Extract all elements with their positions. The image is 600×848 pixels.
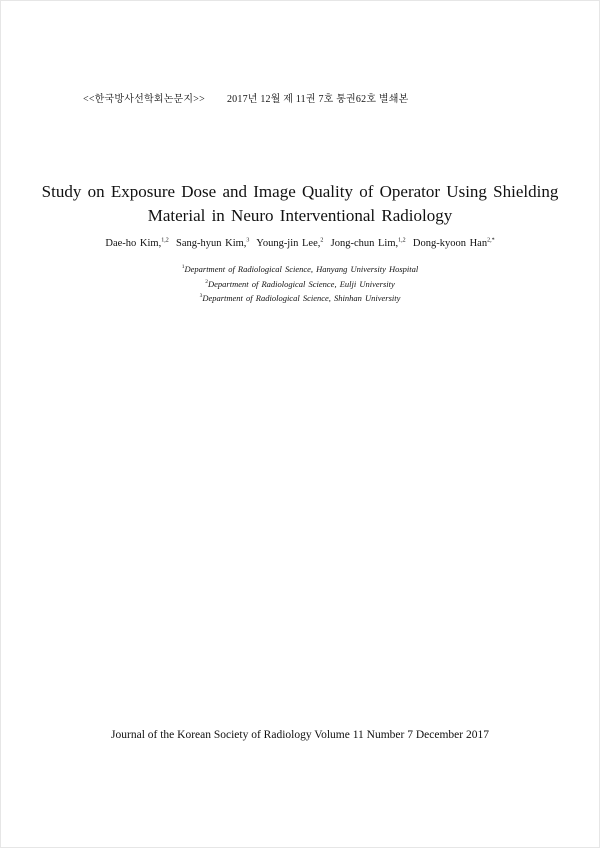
title-line-2: Material in Neuro Interventional Radiology [147, 206, 453, 225]
author: Jong-chun Lim,$^{1,2}$ [330, 237, 406, 249]
journal-footer: Journal of the Korean Society of Radiology Volume 11 Number 7 December 2017 [111, 729, 489, 741]
issue-info: 2017년 12월 제 11권 7호 통권62호 별쇄본 [226, 94, 409, 105]
affiliation: $^2$Department of Radiological Science, Eulji University [205, 278, 395, 289]
author-list [40, 238, 560, 249]
affiliation: $^3$Department of Radiological Science, Shinhan University [199, 293, 401, 303]
author: Sang-hyun Kim,$^3$ [175, 237, 250, 249]
author: Dong-kyoon Han$^{2,*}$ [412, 237, 495, 249]
journal-korean-name: <<한국방사선학회논문지>> [83, 94, 205, 105]
affiliation: $^1$Department of Radiological Science, Hanyang University Hospital [181, 264, 419, 274]
title-line-1: Study on Exposure Dose and Image Quality of Operator Using Shielding [41, 182, 559, 201]
affiliation-list [40, 262, 560, 306]
author: Dae-ho Kim,$^{1,2}$ [105, 237, 169, 249]
paper-title [40, 180, 560, 228]
reprint-header [83, 90, 408, 105]
author: Young-jin Lee,$^2$ [256, 237, 324, 249]
